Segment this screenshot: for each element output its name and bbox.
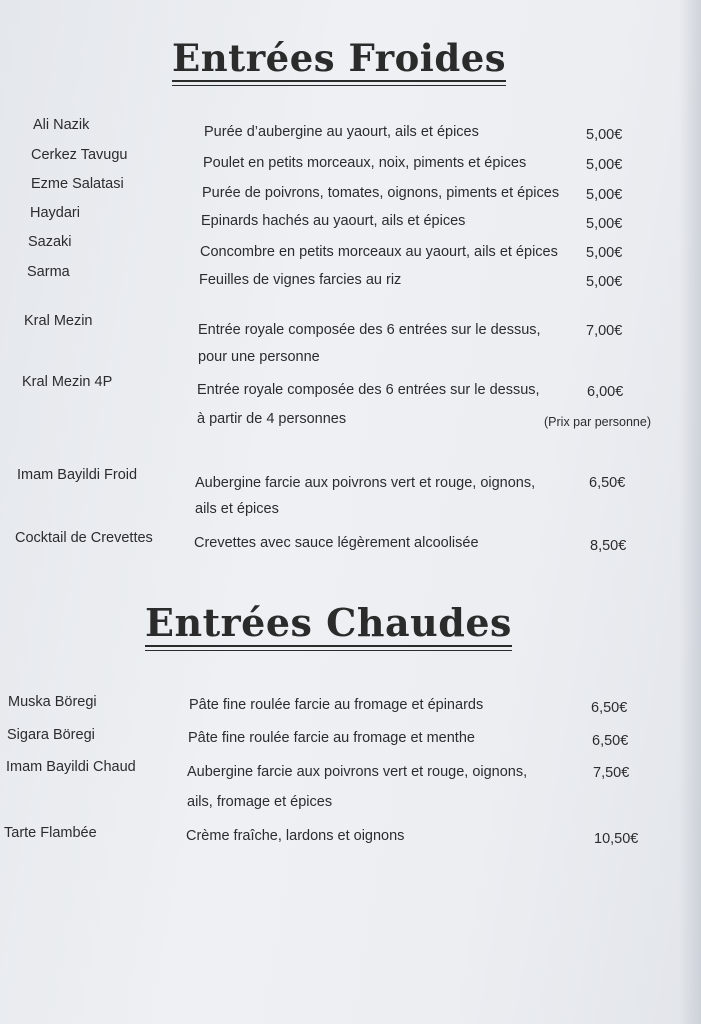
item-price: 7,00€ xyxy=(586,323,623,339)
item-price: 5,00€ xyxy=(586,127,623,143)
price-note: (Prix par personne) xyxy=(544,415,651,429)
item-description: Purée de poivrons, tomates, oignons, piments et épices xyxy=(202,185,560,201)
item-price: 6,00€ xyxy=(587,384,624,400)
item-description: Aubergine farcie aux poivrons vert et rouge, oignons, xyxy=(195,475,536,491)
item-description: Pâte fine roulée farcie au fromage et épinards xyxy=(189,697,484,713)
item-price: 5,00€ xyxy=(586,187,623,203)
item-description: Feuilles de vignes farcies au riz xyxy=(199,272,402,288)
item-name: Sigara Böregi xyxy=(7,727,95,743)
item-description: Entrée royale composée des 6 entrées sur le dessus, xyxy=(197,382,540,398)
item-description: Crevettes avec sauce légèrement alcoolisée xyxy=(194,535,479,551)
item-price: 6,50€ xyxy=(589,475,626,491)
item-description: Poulet en petits morceaux, noix, piments et épices xyxy=(203,155,527,171)
item-name: Imam Bayildi Chaud xyxy=(6,759,136,775)
item-description: Pâte fine roulée farcie au fromage et menthe xyxy=(188,730,475,746)
item-name: Cocktail de Crevettes xyxy=(15,530,153,546)
item-price: 6,50€ xyxy=(592,733,629,749)
item-name: Ezme Salatasi xyxy=(31,176,124,192)
item-name: Haydari xyxy=(30,205,80,221)
item-description: Concombre en petits morceaux au yaourt, ails et épices xyxy=(200,244,558,260)
item-price: 5,00€ xyxy=(586,245,623,261)
item-name: Kral Mezin 4P xyxy=(22,374,113,390)
item-description: Purée d’aubergine au yaourt, ails et épices xyxy=(204,124,479,140)
item-price: 7,50€ xyxy=(593,765,630,781)
item-price: 6,50€ xyxy=(591,700,628,716)
item-name: Imam Bayildi Froid xyxy=(17,467,138,483)
item-description-line2: pour une personne xyxy=(198,349,320,365)
item-price: 10,50€ xyxy=(594,831,639,847)
item-description: Crème fraîche, lardons et oignons xyxy=(186,828,405,844)
section-title-entrees-chaudes: Entrées Chaudes xyxy=(145,600,512,645)
item-description: Aubergine farcie aux poivrons vert et rouge, oignons, xyxy=(187,764,528,780)
item-name: Muska Böregi xyxy=(8,694,97,710)
item-name: Sarma xyxy=(27,264,70,280)
item-description-line2: à partir de 4 personnes xyxy=(197,411,347,427)
item-price: 5,00€ xyxy=(586,274,623,290)
item-name: Cerkez Tavugu xyxy=(31,147,128,163)
item-price: 8,50€ xyxy=(590,538,627,554)
item-name: Sazaki xyxy=(28,234,72,250)
item-description: Entrée royale composée des 6 entrées sur le dessus, xyxy=(198,322,541,338)
item-description: Epinards hachés au yaourt, ails et épices xyxy=(201,213,466,229)
item-description-line2: ails et épices xyxy=(195,501,279,517)
item-name: Ali Nazik xyxy=(33,117,90,133)
section-title-entrees-froides: Entrées Froides xyxy=(172,36,506,80)
item-name: Tarte Flambée xyxy=(4,825,97,841)
item-price: 5,00€ xyxy=(586,157,623,173)
item-description-line2: ails, fromage et épices xyxy=(187,794,333,810)
item-price: 5,00€ xyxy=(586,216,623,232)
item-name: Kral Mezin xyxy=(24,313,93,329)
